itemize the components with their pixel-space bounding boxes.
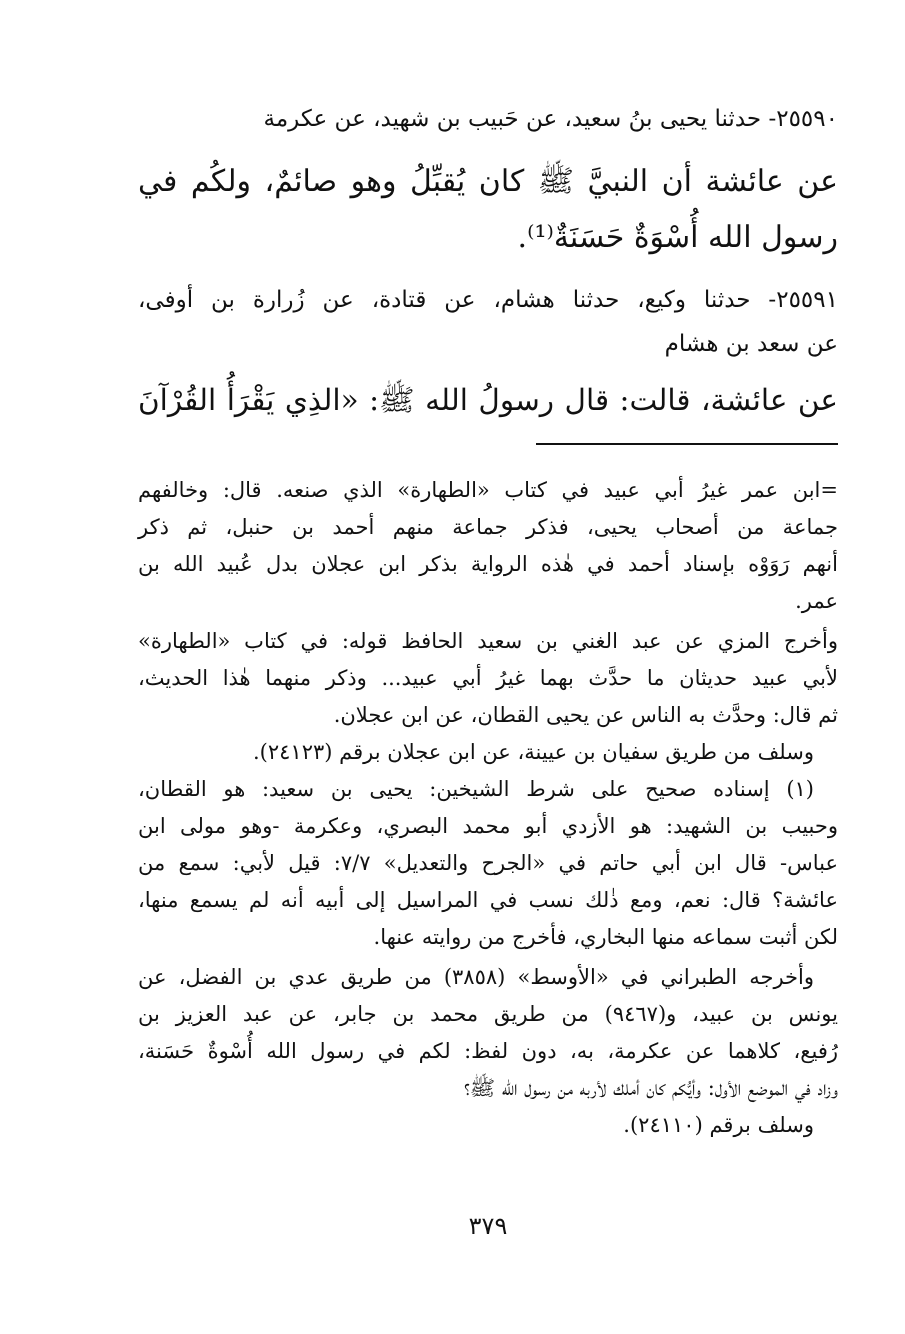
page-number: ٣٧٩ bbox=[468, 1212, 508, 1240]
footnote-line: لأبي عبيد حديثان ما حدَّث بهما غيرُ أبي عبيد... وذكر منهما هٰذا الحديث، bbox=[138, 666, 838, 690]
footnote-line: وسلف من طريق سفيان بن عيينة، عن ابن عجلان برقم (٢٤١٢٣). bbox=[253, 740, 814, 764]
footnote-separator bbox=[536, 443, 838, 445]
footnote-salaf-2 bbox=[138, 1107, 838, 1144]
footnote-continuation bbox=[138, 472, 838, 620]
footnote-tabarani bbox=[138, 959, 838, 1107]
hadith-25590 bbox=[138, 97, 838, 266]
hadith-25590-matn-line-1: عن عائشة أن النبيَّ ﷺ كان يُقبِّلُ وهو صائمٌ، ولكُم في bbox=[138, 164, 838, 199]
hadith-25591 bbox=[138, 278, 838, 428]
footnote-line: عباس- قال ابن أبي حاتم في «الجرح والتعديل» ٧/٧: قيل لأبي: سمع من bbox=[138, 851, 838, 875]
footnote-line: وحبيب بن الشهيد: هو الأزدي أبو محمد البصري، وعكرمة -وهو مولى ابن bbox=[138, 814, 838, 838]
footnote-line: (١) إسناده صحيح على شرط الشيخين: يحيى بن سعيد: هو القطان، bbox=[138, 777, 814, 801]
footnote-line: عائشة؟ قال: نعم، ومع ذٰلك نسب في المراسيل إلى أبيه أنه لم يسمع منها، bbox=[138, 888, 838, 912]
footnote-line: وأخرج المزي عن عبد الغني بن سعيد الحافظ قوله: في كتاب «الطهارة» bbox=[138, 629, 838, 653]
footnote-line: وزاد في الموضع الأول: وأيُّكم كان أملك لأربه من رسول الله ﷺ؟ bbox=[463, 1076, 838, 1100]
footnote-line: رُفيع، كلاهما عن عكرمة، به، دون لفظ: لكم في رسول الله أُسْوةٌ حَسَنة، bbox=[138, 1039, 838, 1063]
footnote-mizzi bbox=[138, 623, 838, 734]
footnotes bbox=[138, 472, 838, 1144]
hadith-25591-isnad-line-2: عن سعد بن هشام bbox=[664, 331, 838, 357]
footnote-line: أنهم رَوَوْه بإسناد أحمد في هٰذه الرواية بذكر ابن عجلان بدل عُبيد الله بن bbox=[138, 552, 838, 576]
footnote-line: جماعة من أصحاب يحيى، فذكر جماعة منهم أحمد بن حنبل، ثم ذكر bbox=[138, 515, 838, 539]
footnote-salaf-1 bbox=[138, 734, 838, 771]
hadith-25590-isnad: ٢٥٥٩٠- حدثنا يحيى بنُ سعيد، عن حَبيب بن شهيد، عن عكرمة bbox=[263, 106, 838, 132]
footnote-line: وأخرجه الطبراني في «الأوسط» (٣٨٥٨) من طريق عدي بن الفضل، عن bbox=[138, 965, 814, 989]
footnote-line: يونس بن عبيد، و(٩٤٦٧) من طريق محمد بن جابر، عن عبد العزيز بن bbox=[138, 1002, 838, 1026]
hadith-25591-isnad-line-1: ٢٥٥٩١- حدثنا وكيع، حدثنا هشام، عن قتادة، عن زُرارة بن أوفى، bbox=[138, 287, 838, 313]
footnote-line: =ابن عمر غيرُ أبي عبيد في كتاب «الطهارة» الذي صنعه. قال: وخالفهم bbox=[138, 478, 838, 502]
hadith-25590-matn-line-2: رسول الله أُسْوَةٌ حَسَنَةٌ⁽¹⁾. bbox=[517, 220, 838, 255]
footnote-line: عمر. bbox=[795, 589, 838, 613]
footnote-note-1 bbox=[138, 771, 838, 956]
hadith-25591-matn: عن عائشة، قالت: قال رسولُ الله ﷺ: «الذِي يَقْرَأُ القُرْآنَ bbox=[138, 383, 838, 417]
footnote-line: وسلف برقم (٢٤١١٠). bbox=[623, 1113, 814, 1137]
footnote-line: لكن أثبت سماعه منها البخاري، فأخرج من روايته عنها. bbox=[373, 925, 838, 949]
footnote-line: ثم قال: وحدَّث به الناس عن يحيى القطان، عن ابن عجلان. bbox=[333, 703, 838, 727]
